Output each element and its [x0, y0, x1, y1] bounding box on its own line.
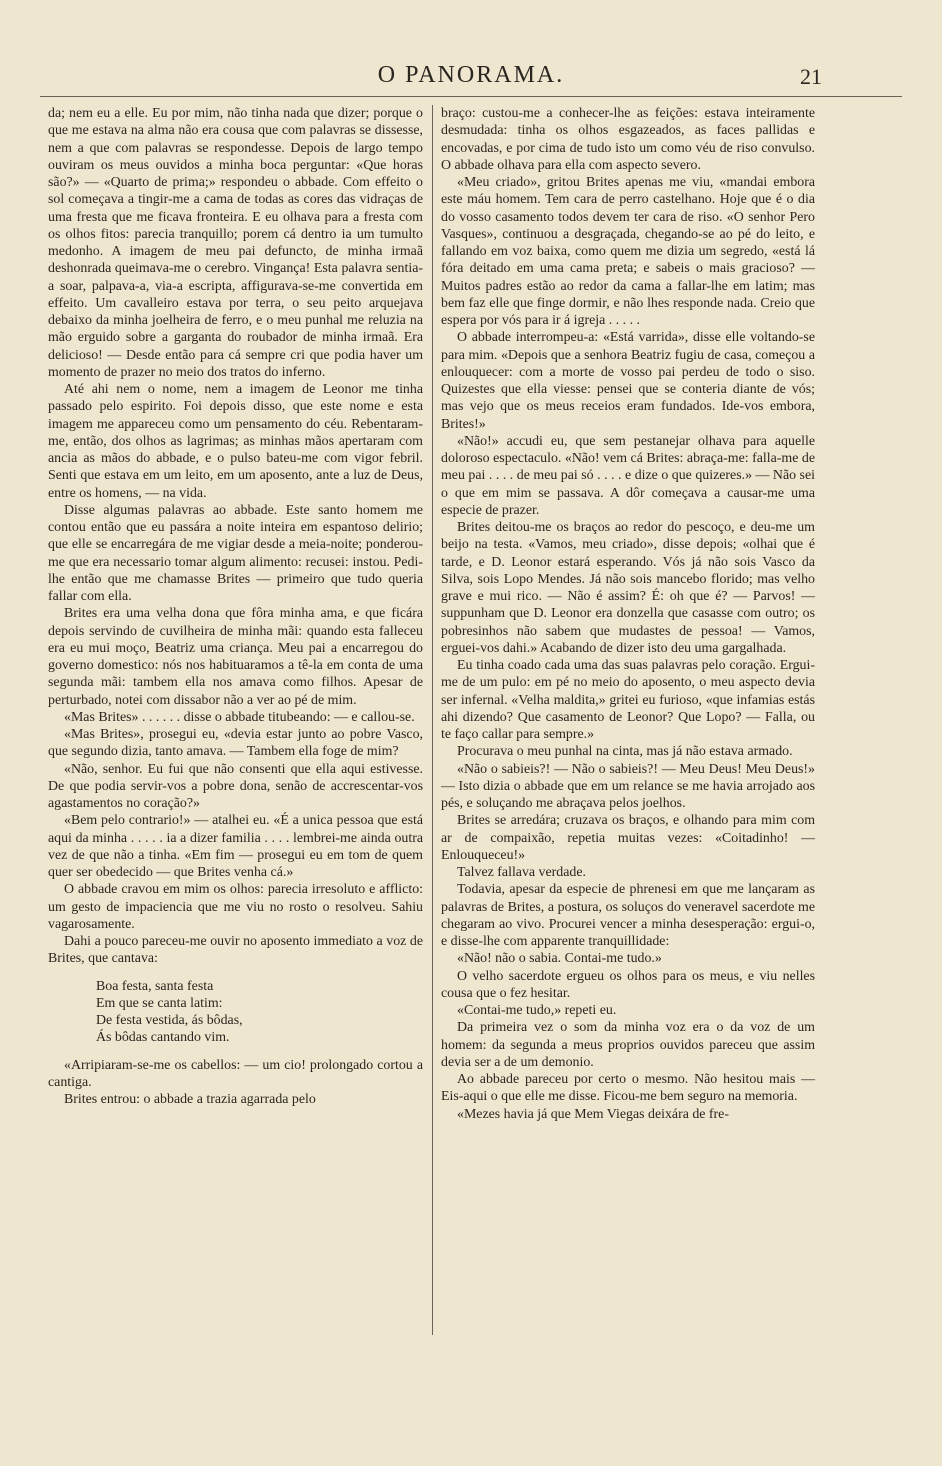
- paragraph: Disse algumas palavras ao abbade. Este santo homem me contou então que eu passára a noite inteira em espantoso delirio; que elle se encarregára de me vigiar desde a meia-noite; ponderou-me que era necessario tomar algum alimento: recusei: instou. Pedi-lhe então que me chamasse Brites — primeiro que tudo queria fallar com ella.: [48, 502, 423, 604]
- paragraph: Ao abbade pareceu por certo o mesmo. Não hesitou mais — Eis-aqui o que elle me disse. Ficou-me bem seguro na memoria.: [441, 1072, 815, 1105]
- paragraph: Brites era uma velha dona que fôra minha ama, e que ficára depois servindo de cuvilheira de minha mãi: quando esta falleceu era eu mui moço, Beatriz uma criança. Meu pai a encarregou do governo domestico: nós nos habituaramos a tê-la em conta de uma segunda mãi: tambem ella nos amava como filhos. Apesar de perturbado, notei com dissabor não a ver ao pé de mim.: [48, 606, 423, 708]
- header-rule: [40, 96, 902, 97]
- paragraph: O abbade interrompeu-a: «Está varrida», disse elle voltando-se para mim. «Depois que a senhora Beatriz fugiu de casa, começou a enlouquecer: com a morte de vosso pai perdeu de todo o siso. Quizestes que ella viesse: pensei que se conteria diante de vós; mas vejo que os meus receios eram fundados. Ide-vos embora, Brites!»: [441, 330, 815, 432]
- page-header-title: O PANORAMA.: [377, 62, 565, 88]
- paragraph: Dahi a pouco pareceu-me ouvir no aposento immediato a voz de Brites, que cantava:: [48, 934, 423, 967]
- column-divider: [432, 105, 433, 1335]
- verse-line: De festa vestida, ás bôdas,: [96, 1013, 243, 1028]
- paragraph: O abbade cravou em mim os olhos: parecia irresoluto e afflicto: um gesto de impaciencia que me viu no rosto o resolveu. Sahiu vagarosamente.: [48, 882, 423, 932]
- paragraph: «Não, senhor. Eu fui que não consenti que ella aqui estivesse. De que podia servir-vos a pobre dona, senão de accrescentar-vos agastamentos no coração?»: [48, 761, 423, 811]
- paragraph: «Mezes havia já que Mem Viegas deixára de fre-: [457, 1106, 729, 1122]
- paragraph: Todavia, apesar da especie de phrenesi em que me lançaram as palavras de Brites, a postura, os soluços do veneravel sacerdote me chegaram ao vivo. Procurei vencer a minha desesperação: ergui-o, e disse-lhe com apparente tranquillidade:: [441, 882, 815, 949]
- paragraph: Procurava o meu punhal na cinta, mas já não estava armado.: [457, 744, 793, 760]
- paragraph: «Não!» accudi eu, que sem pestanejar olhava para aquelle doloroso espectaculo. «Não! vem cá Brites: abraça-me: falla-me de meu pai . . . . de meu pai só . . . . e dize o que quizeres.» — Não sei o que em mim se passava. A dôr começava a causar-me uma especie de prazer.: [441, 433, 815, 518]
- paragraph: «Bem pelo contrario!» — atalhei eu. «É a unica pessoa que está aqui da minha . . . . . ia a dizer familia . . . . lembrei-me ainda outra vez de que não a tinha. «Em fim — prosegui eu em tom de quem quer ser obedecido — que Brites venha cá.»: [48, 813, 423, 880]
- left-column: [48, 105, 423, 1108]
- paragraph: Da primeira vez o som da minha voz era o da voz de um homem: da segunda a meus proprios ouvidos pareceu que assim devia ser a de um demonio.: [441, 1020, 815, 1070]
- paragraph: Brites entrou: o abbade a trazia agarrada pelo: [64, 1092, 316, 1107]
- paragraph: Brites se arredára; cruzava os braços, e olhando para mim com ar de compaixão, repetia muitas vezes: «Coitadinho! — Enlouqueceu!»: [441, 813, 815, 863]
- paragraph: braço: custou-me a conhecer-lhe as feições: estava inteiramente desmudada: tinha os olhos esgazeados, as faces pallidas e encovadas, e por cima de tudo isto um como véu de riso convulso. O abbade olhava para ella com aspecto severo.: [441, 106, 815, 173]
- paragraph: Eu tinha coado cada uma das suas palavras pelo coração. Ergui-me de um pulo: em pé no meio do aposento, o meu aspecto devia ser infernal. «Velha maldita,» gritei eu furioso, «que infamias estás ahi dizendo? Que casamento de Leonor? Que Lopo? — Falla, ou te faço callar para sempre.»: [441, 658, 815, 742]
- paragraph: da; nem eu a elle. Eu por mim, não tinha nada que dizer; porque o que me estava na alma não era cousa que com palavras se dissesse, nem a que com palavras se respondesse. Depois de largo tempo ouviram os meus ouvidos a minha boca perguntar: «Que horas são?» — «Quarto de prima;» respondeu o abbade. Com effeito o sol começava a tingir-me a cama de todas as cores das vidraças de uma fresta que me ficava fronteira. E eu olhava para a fresta com os olhos fitos: parecia tranquillo; porem cá dentro ia um tumulto medonho. A imagem de meu pai defuncto, de minha irmaã deshonrada queimava-me o cerebro. Vingança! Esta palavra sentia-a soar, palpava-a, via-a escripta, affigurava-se-me convertida em effeito. Um cavalleiro estava por terra, o seu peito arquejava debaixo da minha joelheira de ferro, e o meu punhal me reluzia na mão erguido sobre a garganta do roubador de minha irmaã. Era delicioso! — Desde então para cá sempre cri que podia haver um momento de prazer no meio dos tratos do inferno.: [48, 106, 423, 380]
- paragraph: «Não! não o sabia. Contai-me tudo.»: [457, 951, 662, 967]
- verse-line: Boa festa, santa festa: [96, 978, 214, 994]
- paragraph: Brites deitou-me os braços ao redor do pescoço, e deu-me um beijo na testa. «Vamos, meu criado», disse depois; «olhai que é tarde, e D. Leonor estará esperando. Vós já não sois Vasco da Silva, sois Lopo Mendes. Já não sois mancebo florido; mas velho grave e mui rico. — Não é assim? É: oh que é? — Parvos! — suppunham que D. Leonor era donzella que casasse com outro; os pobresinhos não sabem que mudastes de pessoa! — Vamos, erguei-vos dahi.» Acabando de dizer isto deu uma gargalhada.: [441, 520, 815, 656]
- song-verse: [96, 978, 423, 1047]
- paragraph: «Arripiaram-se-me os cabellos: — um cio! prolongado cortou a cantiga.: [48, 1057, 423, 1090]
- paragraph: «Contai-me tudo,» repeti eu.: [457, 1003, 617, 1018]
- paragraph: O velho sacerdote ergueu os olhos para os meus, e viu nelles cousa que o fez hesitar.: [441, 968, 815, 1001]
- right-column: [441, 105, 815, 1123]
- paragraph: «Meu criado», gritou Brites apenas me viu, «mandai embora este máu homem. Tem cara de perro castelhano. Hoje que é o dia do vosso casamento todos devem ter cara de riso. «O senhor Pero Vasques», continuou a desgraçada, chegando-se ao pé do leito, e fallando em voz baixa, como quem me dizia um segredo, «está lá fóra deitado em uma cama preta; e sabeis o mais gracioso? — Muitos padres estão ao redor da cama a fallar-lhe em latim; mas bem faz elle que finge dormir, e não lhes responde nada. Creio que espera por vós para ir á igreja . . . . .: [441, 175, 815, 328]
- paragraph: Talvez fallava verdade.: [457, 865, 586, 880]
- page-number: 21: [800, 64, 822, 89]
- paragraph: «Mas Brites» . . . . . . disse o abbade titubeando: — e callou-se.: [64, 709, 415, 725]
- verse-line: Em que se canta latim:: [96, 995, 223, 1011]
- paragraph: «Não o sabieis?! — Não o sabieis?! — Meu Deus! Meu Deus!» — Isto dizia o abbade que em um relance se me havia arrojado aos pés, e soluçando me abraçava pelos joelhos.: [441, 761, 815, 811]
- paragraph: Até ahi nem o nome, nem a imagem de Leonor me tinha passado pelo espirito. Foi depois disso, que este nome e esta imagem me appareceu como um pensamento do céu. Rebentaram-me, então, dos olhos as lagrimas; as minhas mãos apertaram com ancia as mãos do abbade, e o pulso bateu-me com vigor febril. Senti que estava em um leito, em um aposento, ante a luz de Deus, entre os homens, — na vida.: [48, 382, 423, 501]
- verse-line: Ás bôdas cantando vim.: [96, 1030, 230, 1046]
- paragraph: «Mas Brites», prosegui eu, «devia estar junto ao pobre Vasco, que segundo dizia, tanto amava. — Tambem ella foge de mim?: [48, 727, 423, 760]
